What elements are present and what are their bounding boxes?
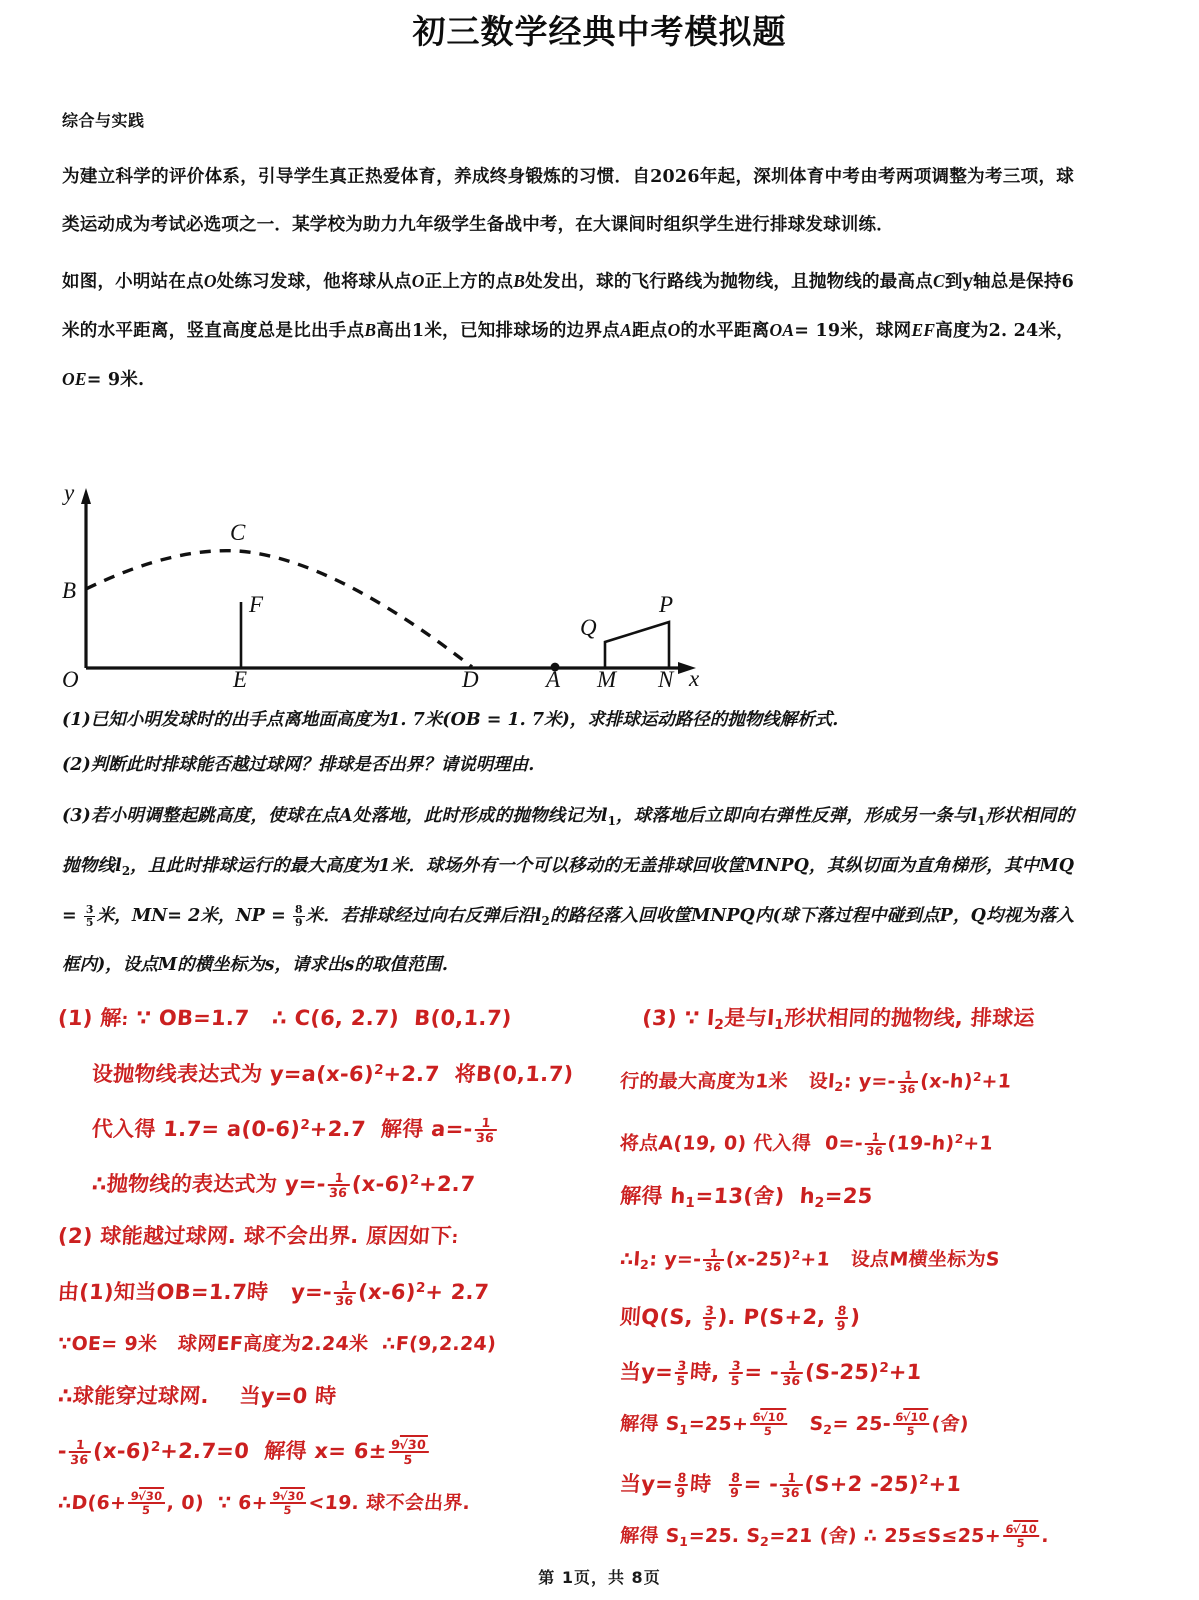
q3-text: 的取值范围. (354, 955, 448, 976)
point-O: O (667, 320, 681, 340)
fraction-numerator: 3 (85, 903, 94, 917)
fraction: $\frac{3}{5}$ (730, 1357, 742, 1388)
fraction: $\frac{9√30}{5}$ (269, 1490, 307, 1516)
question-1 (62, 698, 1074, 743)
answer-line: 则Q(S, $\frac{3}{5}$ ). P(S+2, $\frac{8}{9}$ ) (619, 1302, 862, 1333)
fraction: $\frac{6√10}{5}$ (749, 1411, 787, 1437)
q3-text: 的路径落入回收筐 (549, 905, 692, 926)
segment-MN: MN (131, 905, 168, 926)
q3-text: 形状相同的抛物线 (62, 806, 1075, 876)
label-x-axis: x (689, 666, 700, 688)
segment-MQ: MQ (1039, 855, 1074, 876)
question-1-text-end: ，求排球运动路径的抛物线解析式. (569, 710, 839, 730)
q3-text: = 2米， (167, 905, 236, 926)
problem-stem (62, 108, 1074, 404)
fraction: $\frac{9√30}{5}$ (127, 1490, 165, 1516)
question-2 (62, 743, 1074, 788)
segment-EF: EF (911, 320, 936, 340)
q3-text: ，其纵切面为直角梯形，其中 (808, 855, 1040, 876)
stem-text: 距点 (631, 321, 668, 341)
curve-l2-sub: 2 (121, 863, 131, 878)
q3-text: 的横坐标为 (177, 955, 265, 976)
trapezoid-MNPQ (605, 622, 669, 668)
point-A: A (339, 806, 353, 826)
question-list (62, 698, 1074, 988)
parabola-curve (86, 551, 472, 667)
segment-OA: OA (769, 320, 795, 340)
fraction: $\frac{1}{36}$ (474, 1116, 498, 1145)
answer-line: (3) ∵ l2是与l1形状相同的抛物线, 排球运 (641, 1006, 1036, 1034)
label-E: E (233, 667, 248, 688)
q3-text: ，请求出 (274, 955, 345, 976)
q3-text: 米．若排球经过向右反弹后沿 (305, 905, 535, 926)
y-axis-arrow (81, 488, 91, 504)
curve-l1: l (970, 806, 978, 826)
fraction: $\frac{1}{36}$ (779, 1471, 803, 1500)
handwritten-answers (0, 992, 1199, 1552)
page-title: 初三数学经典中考模拟题 (412, 12, 787, 51)
label-B: B (62, 578, 77, 603)
answer-line: ∴抛物线的表达式为 y=- $\frac{1}{36}$ $(x-6)^2+2.7$ (91, 1169, 476, 1200)
stem-text: 处练习发球，他将球从点 (216, 272, 412, 292)
fraction-denominator: 9 (294, 915, 303, 929)
fraction: $\frac{1}{36}$ (864, 1131, 886, 1157)
fraction: $\frac{9√30}{5}$ (388, 1438, 430, 1467)
label-O: O (62, 667, 79, 688)
fraction: $\frac{1}{36}$ (780, 1358, 804, 1387)
stem-text: 正上方的点 (424, 272, 514, 292)
label-C: C (230, 520, 246, 545)
point-C: C (932, 271, 945, 291)
answer-line: 解得 S1=25+ $\frac{6√10}{5}$ S2= 25- $\frac{6√10}{5}$ (舍) (619, 1410, 970, 1439)
curve-l2: l (115, 855, 122, 876)
answer-line: ∴l2: y=- $\frac{1}{36}$ $(x-25)^2+1$ 设点M横坐标为S (619, 1245, 1001, 1274)
fraction: $\frac{3}{5}$ (675, 1357, 688, 1388)
label-y-axis: y (64, 480, 75, 505)
point-B: B (364, 320, 377, 340)
label-Q: Q (580, 615, 597, 640)
stem-text: 如图，小明站在点 (62, 272, 204, 292)
point-O: O (203, 271, 217, 291)
coordinate-figure (52, 472, 712, 688)
q3-text: 米， (96, 905, 132, 926)
stem-paragraph-2 (62, 257, 1074, 404)
fraction: $\frac{1}{36}$ (702, 1246, 724, 1272)
question-1-label: (1) (62, 710, 91, 730)
fraction-numerator: 8 (294, 903, 303, 917)
curve-l1-sub: 1 (977, 813, 986, 828)
answer-line: 由(1)知当OB=1.7時 y=- $\frac{1}{36}$ $(x-6)^2+ 2.7$ (57, 1277, 490, 1308)
fraction: $\frac{6√10}{5}$ (892, 1411, 930, 1437)
question-3-label: (3) (62, 806, 91, 826)
segment-OE: OE (62, 369, 87, 389)
fraction-mq (84, 904, 96, 928)
stem-text: 高出1米，已知排球场的边界点 (376, 321, 621, 341)
label-F: F (249, 592, 264, 617)
box-MNPQ: MNPQ (745, 855, 809, 876)
stem-text: 到y轴总是保持6米的水平距离，竖直高度总是比出手点 (62, 272, 1075, 341)
answer-line: 解得 S1=25. S2=21 (舍) ∴ 25≤S≤25+ $\frac{6√10}{5}$ . (619, 1522, 1050, 1551)
stem-text: 的水平距离 (680, 321, 770, 341)
answer-line: 当y= $\frac{3}{5}$ 時, $\frac{3}{5}$ = - $\frac{1}{36}$ $(S-25)^2+1$ (619, 1357, 923, 1388)
answer-line: (2) 球能越过球网. 球不会出界. 原因如下: (57, 1223, 460, 1248)
variable-s: s (344, 955, 355, 976)
fraction: $\frac{8}{9}$ (729, 1470, 741, 1501)
label-P: P (659, 592, 674, 617)
question-3: (3)若小明调整起跳高度，使球在点A处落地，此时形成的抛物线记为$l_1$，球落地后立即向右弹性反弹，形成另一条与$l_1$形状相同的抛物线$l_2$，且此时排球运行的最大高度为1米．球场外有一个可以移动的无盖排球回收筐MNPQ，其纵切面为直角梯形，其中MQ = $\frac{3}{5}$ 米，MN= 2米，NP = $\frac{8}{9}$ 米．若排球经过向右反弹后沿$l_2$的路径落入回收筐MNPQ内(球下落过程中碰到点P，Q均视为落入框内)，设点M的横坐标为s，请求出s的取值范围. (62, 806, 1075, 976)
q3-text: ，且此时排球运行的最大高度为1米．球场外有一个可以移动的无盖排球回收筐 (130, 855, 746, 876)
q3-text: ，球落地后立即向右弹性反弹，形成另一条与 (615, 806, 971, 826)
stem-text: = 19米，球网 (794, 321, 912, 341)
fraction: $\frac{1}{36}$ (333, 1279, 357, 1308)
answer-line: ∵OE= 9米 球网EF高度为2.24米 ∴F(9,2.24) (57, 1332, 497, 1355)
page-footer: 第 1页，共 8页 (538, 1568, 661, 1587)
answer-line: ∴球能穿过球网. 当y=0 時 (57, 1383, 338, 1408)
segment-NP: NP (235, 905, 265, 926)
point-M: M (157, 955, 178, 976)
fraction-denominator: 5 (85, 915, 94, 929)
question-1-ob: (OB = 1. 7米) (442, 710, 570, 730)
answer-column-left (58, 992, 603, 1529)
point-O: O (411, 271, 425, 291)
section-heading: 综合与实践 (62, 111, 145, 130)
question-2-label: (2) (62, 755, 91, 775)
fraction-np (293, 904, 305, 928)
variable-s: s (264, 955, 275, 976)
answer-line: 将点A(19, 0) 代入得 0=- $\frac{1}{36}$ $(19-h)^2+1$ (619, 1129, 994, 1158)
question-1-text: 已知小明发球时的出手点离地面高度为1. 7米 (90, 710, 443, 730)
q3-text: 处落地，此时形成的抛物线记为 (352, 806, 601, 826)
fraction: $\frac{3}{5}$ (703, 1302, 715, 1333)
label-A: A (546, 667, 561, 688)
point-B: B (513, 271, 526, 291)
answer-line: ∴D(6+ $\frac{9√30}{5}$ , 0) ∵ 6+ $\frac{9√30}{5}$ <19. 球不会出界. (57, 1489, 471, 1518)
stem-text: 高度为2. 24米， (935, 321, 1075, 341)
answer-line: 设抛物线表达式为 $y=a(x-6)^2+2.7$ 将B(0,1.7) (91, 1061, 575, 1086)
fraction: $\frac{8}{9}$ (675, 1470, 688, 1501)
answer-line: (1) 解: ∵ OB=1.7 ∴ C(6, 2.7) B(0,1.7) (57, 1006, 513, 1030)
answer-line: 当y= $\frac{8}{9}$ 時 $\frac{8}{9}$ = - $\frac{1}{36}$ (S+2 -25)$^2$+1 (619, 1470, 963, 1501)
curve-l1: l (600, 806, 608, 826)
label-D: D (462, 667, 479, 688)
fraction: $\frac{1}{36}$ (897, 1069, 919, 1095)
answer-line: 行的最大高度为1米 设l2: y=- $\frac{1}{36}$ $(x-h)^2+1$ (619, 1067, 1013, 1096)
stem-text: 处发出，球的飞行路线为抛物线，且抛物线的最高点 (525, 272, 933, 292)
curve-l2: l (534, 905, 542, 926)
stem-text: = 9米. (86, 370, 145, 390)
stem-paragraph-1: 为建立科学的评价体系，引导学生真正热爱体育，养成终身锻炼的习惯．自2026年起，深圳体育中考由考两项调整为考三项，球类运动成为考试必选项之一．某学校为助力九年级学生备战中考，在大课间时组织学生进行排球发球训练． (62, 167, 1074, 235)
fraction: $\frac{1}{36}$ (68, 1438, 92, 1467)
answer-column-right (620, 992, 1180, 1568)
figure-svg (52, 472, 712, 688)
q3-text: 内 (754, 905, 773, 926)
q3-parenthetical: (球下落过程中碰到点P，Q均视为落入框内) (62, 905, 1075, 976)
curve-l2-sub: 2 (541, 913, 550, 928)
answer-line: 代入得 $1.7= a(0-6)^2+2.7$ 解得 a=- $\frac{1}{36}$ (56, 1100, 605, 1155)
q3-text: ，设点 (105, 955, 158, 976)
fraction: $\frac{6√10}{5}$ (1002, 1524, 1040, 1550)
question-2-text: 判断此时排球能否越过球网？排球是否出界？请说明理由. (90, 755, 535, 775)
label-N: N (658, 667, 674, 688)
answer-line: - $\frac{1}{36}$ $(x-6)^2+2.7=0$ 解得 x= 6± $\frac{9√30}{5}$ (56, 1422, 605, 1477)
curve-l1-sub: 1 (607, 813, 616, 828)
fraction: $\frac{1}{36}$ (327, 1171, 351, 1200)
answer-line: 解得 h1=13(舍) h2=25 (619, 1183, 874, 1211)
box-MNPQ: MNPQ (691, 905, 755, 926)
label-M: M (597, 667, 617, 688)
fraction: $\frac{8}{9}$ (836, 1302, 848, 1333)
q3-text: 若小明调整起跳高度，使球在点 (90, 806, 340, 826)
point-A: A (620, 320, 632, 340)
